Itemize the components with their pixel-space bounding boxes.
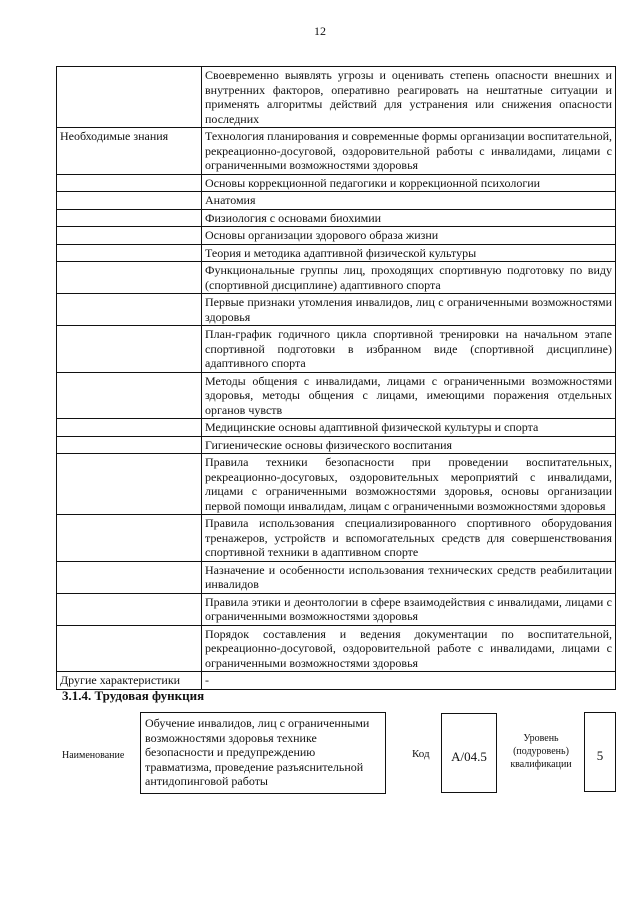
row-content: Медицинские основы адаптивной физической культуры и спорта — [202, 419, 616, 437]
row-label — [57, 67, 202, 128]
table-row — [57, 209, 616, 227]
table-row — [57, 244, 616, 262]
table-row — [57, 454, 616, 515]
table-row — [57, 419, 616, 437]
row-label: Другие характеристики — [57, 672, 202, 690]
row-label — [57, 192, 202, 210]
row-content: Теория и методика адаптивной физической культуры — [202, 244, 616, 262]
row-content: Анатомия — [202, 192, 616, 210]
table-row — [57, 561, 616, 593]
qualification-level-label: Уровень (подуровень) квалификации — [510, 733, 572, 770]
row-content: Основы организации здорового образа жизни — [202, 227, 616, 245]
table-row — [57, 227, 616, 245]
row-label — [57, 436, 202, 454]
row-label — [57, 454, 202, 515]
row-content: Первые признаки утомления инвалидов, лиц с ограниченными возможностями здоровья — [202, 294, 616, 326]
table-row — [57, 174, 616, 192]
row-content: Функциональные группы лиц, проходящих спортивную подготовку по виду (спортивной дисциплине) адаптивного спорта — [202, 262, 616, 294]
row-content: Технология планирования и современные формы организации воспитательной, рекреационно-досуговой, оздоровительной работы с инвалидами, лицами с ограниченными возможностями здоровья — [202, 128, 616, 175]
section-title: 3.1.4. Трудовая функция — [62, 688, 205, 703]
table-row — [57, 128, 616, 175]
table-row — [57, 67, 616, 128]
knowledge-table-body — [57, 67, 616, 690]
table-row — [57, 436, 616, 454]
row-content: Правила техники безопасности при проведении воспитательных, рекреационно-досуговых, оздоровительных мероприятий с инвалидами, лицами с ограниченными возможностями здоровья, основы организации первой помощи инвалидам, лицам с ограниченными возможностями здоровья — [202, 454, 616, 515]
row-content: План-график годичного цикла спортивной тренировки на начальном этапе спортивной подготовки в избранном виде (спортивной дисциплине) адаптивного спорта — [202, 326, 616, 373]
row-label — [57, 593, 202, 625]
function-code-value: A/04.5 — [441, 713, 497, 793]
row-content: Физиология с основами биохимии — [202, 209, 616, 227]
row-label — [57, 372, 202, 419]
table-row — [57, 625, 616, 672]
table-row — [57, 672, 616, 690]
table-row — [57, 593, 616, 625]
row-content: Гигиенические основы физического воспитания — [202, 436, 616, 454]
row-label — [57, 227, 202, 245]
row-content: - — [202, 672, 616, 690]
row-label — [57, 515, 202, 562]
row-label — [57, 262, 202, 294]
table-row — [57, 515, 616, 562]
row-content: Правила этики и деонтологии в сфере взаимодействия с инвалидами, лицами с ограниченными возможностями здоровья — [202, 593, 616, 625]
row-content: Своевременно выявлять угрозы и оценивать степень опасности внешних и внутренних факторов, оперативно реагировать на нештатные ситуации и применять алгоритмы действий для устранения или снижения опасности последних — [202, 67, 616, 128]
row-label — [57, 625, 202, 672]
row-label — [57, 244, 202, 262]
row-label: Необходимые знания — [57, 128, 202, 175]
row-label — [57, 561, 202, 593]
row-content: Основы коррекционной педагогики и коррекционной психологии — [202, 174, 616, 192]
row-label — [57, 209, 202, 227]
row-label — [57, 294, 202, 326]
row-content: Порядок составления и ведения документации по воспитательной, рекреационно-досуговой, оздоровительной работе с инвалидами, лицами с ограниченными возможностями здоровья — [202, 625, 616, 672]
function-code-label: Код — [412, 748, 430, 760]
row-content: Назначение и особенности использования технических средств реабилитации инвалидов — [202, 561, 616, 593]
qualification-level-value: 5 — [584, 712, 616, 792]
function-name-label: Наименование — [62, 750, 125, 761]
table-row — [57, 192, 616, 210]
table-row — [57, 326, 616, 373]
row-label — [57, 419, 202, 437]
row-label — [57, 174, 202, 192]
table-row — [57, 262, 616, 294]
row-label — [57, 326, 202, 373]
row-content: Правила использования специализированного спортивного оборудования тренажеров, устройств и вспомогательных средств для совершенствования спортивной техники в адаптивном спорте — [202, 515, 616, 562]
knowledge-table — [56, 66, 616, 690]
table-row — [57, 372, 616, 419]
table-row — [57, 294, 616, 326]
row-content: Методы общения с инвалидами, лицами с ограниченными возможностями здоровья, методы общения с лицами, имеющими поражения отдельных органов чувств — [202, 372, 616, 419]
page-number: 12 — [314, 24, 326, 38]
function-name-value: Обучение инвалидов, лиц с ограниченными возможностями здоровья технике безопасности и предупреждению травматизма, проведение разъяснительной антидопинговой работы — [140, 712, 386, 794]
